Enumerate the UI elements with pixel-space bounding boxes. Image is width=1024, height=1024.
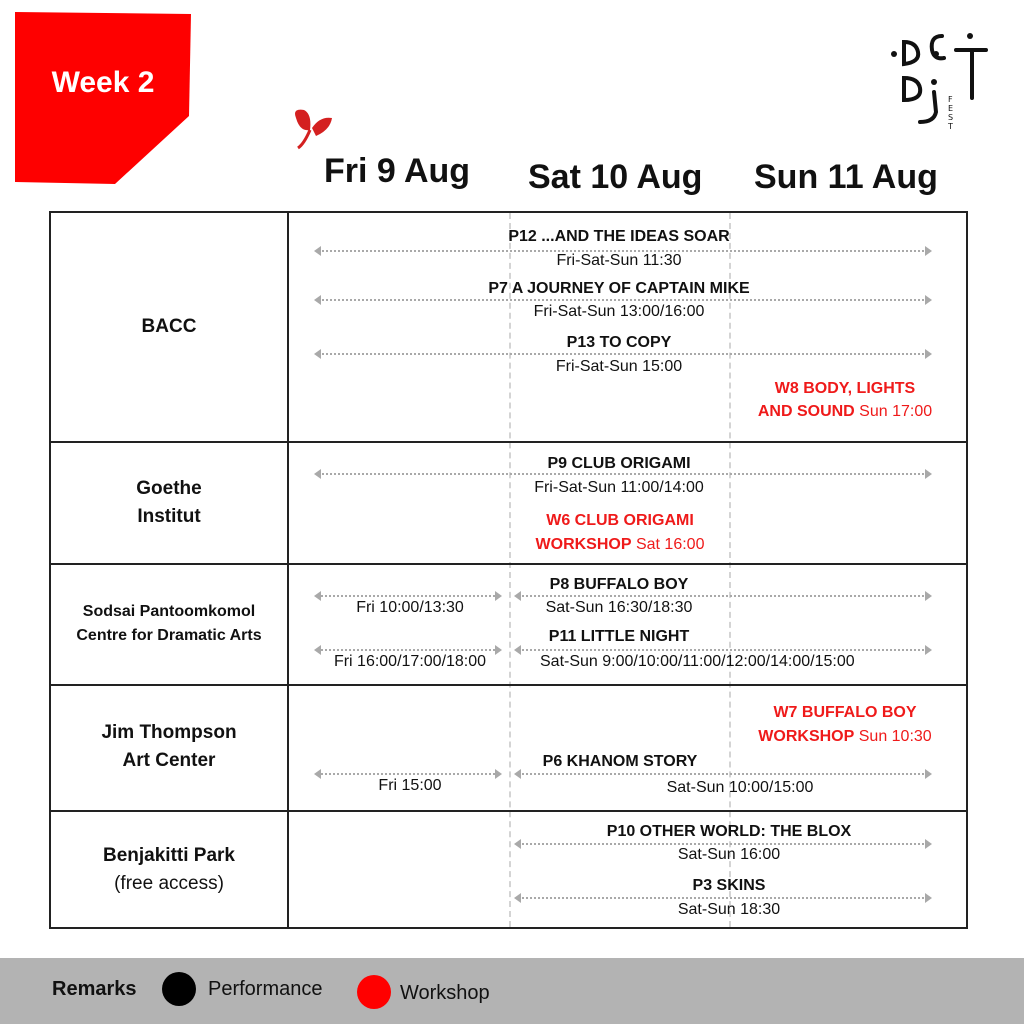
venue-bacc [51,313,287,341]
venue-benjakitti [51,842,287,898]
venue-name: Goethe [136,478,202,499]
workshop-title: W6 CLUB ORIGAMI [546,512,694,529]
butterfly-icon [290,108,336,155]
event-title: P10 OTHER WORLD: THE BLOX [606,823,852,840]
venue-name: Centre for Dramatic Arts [76,627,262,644]
day-header-sun: Sun 11 Aug [754,158,938,196]
event-time: Fri 15:00 [378,777,442,794]
workshop-time: Sat 16:00 [631,536,705,553]
workshop-title: WORKSHOP [535,536,632,553]
venue-name: Art Center [122,750,216,771]
row-divider [49,441,968,443]
event-time: Fri 16:00/17:00/18:00 [333,653,487,670]
performance-dot [162,972,196,1006]
week-tag [15,12,191,184]
row-divider [49,563,968,565]
event-time: Sat-Sun 10:00/15:00 [666,779,814,796]
svg-text:S: S [948,113,954,122]
event-time: Fri 10:00/13:30 [356,599,464,616]
event-title: P6 KHANOM STORY [542,753,698,770]
legend-title: Remarks [52,978,137,1000]
venue-name: Institut [137,506,201,527]
day-header-fri: Fri 9 Aug [324,152,471,190]
venue-sodsai [51,600,287,648]
venue-goethe-institut [51,475,287,531]
day-header-sat: Sat 10 Aug [528,158,703,196]
event-time: Fri-Sat-Sun 11:30 [556,252,682,269]
workshop-dot [357,975,391,1009]
event-time: Fri-Sat-Sun 11:00/14:00 [534,479,704,496]
workshop-title: W8 BODY, LIGHTS [774,380,916,397]
venue-name: Benjakitti Park [103,845,235,866]
event-title: P11 LITTLE NIGHT [548,628,690,645]
row-divider [49,684,968,686]
event-title: P12 ...AND THE IDEAS SOAR [508,228,730,245]
week-label: Week 2 [51,66,155,99]
span-arrow [314,469,932,479]
legend-workshop: Workshop [400,982,490,1004]
event-time: Sat-Sun 9:00/10:00/11:00/12:00/14:00/15:00 [540,653,855,670]
venue-name: Jim Thompson [101,722,237,743]
workshop-time: Sun 10:30 [854,728,932,745]
span-arrow [514,769,932,779]
workshop-time: Sun 17:00 [854,403,933,420]
workshop-detail [730,403,960,421]
venue-name: Sodsai Pantoomkomol [82,603,256,620]
event-time: Fri-Sat-Sun 13:00/16:00 [533,303,705,320]
legend-performance: Performance [208,978,323,1000]
festival-logo [886,28,1002,132]
event-title: P7 A JOURNEY OF CAPTAIN MIKE [488,280,750,297]
svg-text:E: E [948,104,954,113]
workshop-title: AND SOUND [757,403,855,420]
event-title: P3 SKINS [692,877,766,894]
venue-jim-thompson [51,719,287,775]
event-time: Sat-Sun 16:00 [677,846,781,863]
workshop-detail [730,728,960,746]
event-title: P8 BUFFALO BOY [549,576,689,593]
venue-name: BACC [141,316,197,337]
event-time: Sat-Sun 18:30 [677,901,781,918]
svg-text:T: T [948,122,953,131]
legend-bar [0,958,1024,1024]
row-divider [49,810,968,812]
workshop-title: WORKSHOP [758,728,855,745]
workshop-title: W7 BUFFALO BOY [773,704,917,721]
svg-text:F: F [948,95,953,104]
event-title: P9 CLUB ORIGAMI [547,455,691,472]
event-time: Sat-Sun 16:30/18:30 [545,599,693,616]
event-time: Fri-Sat-Sun 15:00 [555,358,683,375]
workshop-detail [509,536,731,554]
event-title: P13 TO COPY [566,334,672,351]
venue-note: (free access) [114,873,224,894]
